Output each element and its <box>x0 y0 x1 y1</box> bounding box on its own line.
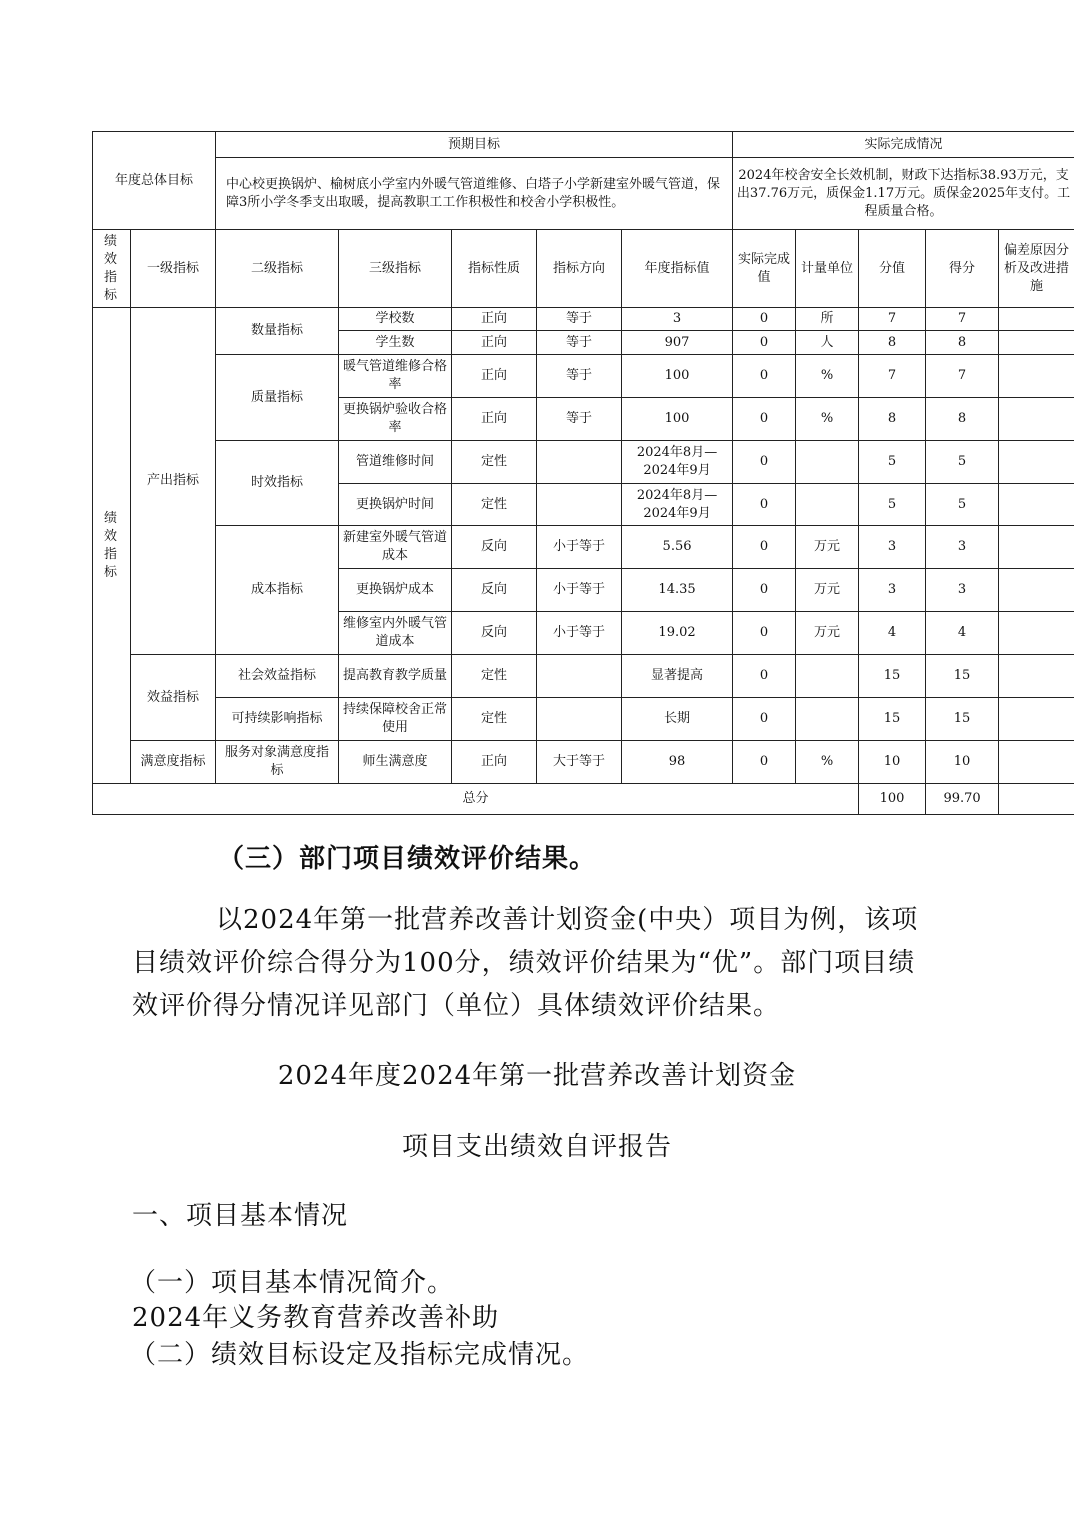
unit-cell <box>796 655 859 698</box>
col-level2: 二级指标 <box>216 230 339 308</box>
got-cell: 3 <box>926 569 999 612</box>
level2-timeliness: 时效指标 <box>216 441 339 526</box>
actual-cell: 0 <box>733 655 796 698</box>
got-cell: 5 <box>926 484 999 526</box>
report-title-line2: 项目支出绩效自评报告 <box>401 1132 672 1162</box>
level3-cell: 暖气管道维修合格率 <box>339 355 452 398</box>
score-cell: 10 <box>859 741 926 784</box>
level2-quantity: 数量指标 <box>216 308 339 355</box>
subheading-goals: （二）绩效目标设定及指标完成情况。 <box>130 1340 590 1370</box>
score-cell: 15 <box>859 698 926 741</box>
score-cell: 8 <box>859 331 926 355</box>
nature-cell: 反向 <box>452 569 537 612</box>
table-row <box>93 655 1074 698</box>
level3-cell: 管道维修时间 <box>339 441 452 484</box>
direction-cell <box>537 441 622 484</box>
level3-cell: 维修室内外暖气管道成本 <box>339 612 452 655</box>
report-title-line1: 2024年度2024年第一批营养改善计划资金 <box>277 1061 797 1091</box>
got-cell: 15 <box>926 698 999 741</box>
nature-cell: 正向 <box>452 331 537 355</box>
total-row <box>93 784 1074 815</box>
col-score: 分值 <box>859 230 926 308</box>
expected-goal-text: 中心校更换锅炉、榆树底小学室内外暖气管道维修、白塔子小学新建室外暖气管道，保障3所小学冬季支出取暖，提高教职工工作积极性和校舍小学积极性。 <box>216 158 733 230</box>
got-cell: 8 <box>926 331 999 355</box>
col-got: 得分 <box>926 230 999 308</box>
target-cell: 100 <box>622 398 733 441</box>
score-cell: 8 <box>859 398 926 441</box>
direction-cell: 大于等于 <box>537 741 622 784</box>
got-cell: 10 <box>926 741 999 784</box>
direction-cell: 小于等于 <box>537 569 622 612</box>
level3-cell: 学校数 <box>339 308 452 331</box>
deviation-cell <box>999 308 1074 331</box>
level2-service: 服务对象满意度指标 <box>216 741 339 784</box>
unit-cell: 万元 <box>796 526 859 569</box>
deviation-cell <box>999 441 1074 484</box>
unit-cell: % <box>796 398 859 441</box>
deviation-cell <box>999 355 1074 398</box>
target-cell: 907 <box>622 331 733 355</box>
target-cell: 14.35 <box>622 569 733 612</box>
actual-cell: 0 <box>733 331 796 355</box>
got-cell: 4 <box>926 612 999 655</box>
total-score: 100 <box>859 784 926 815</box>
got-cell: 7 <box>926 355 999 398</box>
deviation-cell <box>999 331 1074 355</box>
section-heading: （三）部门项目绩效评价结果。 <box>218 844 597 874</box>
level3-cell: 更换锅炉验收合格率 <box>339 398 452 441</box>
table-row <box>93 526 1074 569</box>
level2-social: 社会效益指标 <box>216 655 339 698</box>
col-unit: 计量单位 <box>796 230 859 308</box>
actual-cell: 0 <box>733 741 796 784</box>
score-cell: 3 <box>859 526 926 569</box>
direction-cell <box>537 484 622 526</box>
subheading-intro: （一）项目基本情况简介。 <box>130 1268 455 1298</box>
target-cell: 2024年8月—2024年9月 <box>622 441 733 484</box>
deviation-cell <box>999 655 1074 698</box>
direction-cell: 等于 <box>537 331 622 355</box>
unit-cell <box>796 698 859 741</box>
target-cell: 显著提高 <box>622 655 733 698</box>
level3-cell: 持续保障校舍正常使用 <box>339 698 452 741</box>
target-cell: 3 <box>622 308 733 331</box>
nature-cell: 定性 <box>452 484 537 526</box>
nature-cell: 定性 <box>452 655 537 698</box>
direction-cell: 等于 <box>537 308 622 331</box>
nature-cell: 定性 <box>452 441 537 484</box>
actual-cell: 0 <box>733 441 796 484</box>
actual-cell: 0 <box>733 569 796 612</box>
table-row <box>93 741 1074 784</box>
group-label: 绩效指标 <box>93 308 131 784</box>
actual-cell: 0 <box>733 612 796 655</box>
unit-cell <box>796 484 859 526</box>
score-cell: 5 <box>859 484 926 526</box>
annual-goal-label: 年度总体目标 <box>93 132 216 230</box>
col-level3: 三级指标 <box>339 230 452 308</box>
score-cell: 3 <box>859 569 926 612</box>
level3-cell: 更换锅炉时间 <box>339 484 452 526</box>
nature-cell: 反向 <box>452 612 537 655</box>
total-got: 99.70 <box>926 784 999 815</box>
nature-cell: 正向 <box>452 398 537 441</box>
level3-cell: 师生满意度 <box>339 741 452 784</box>
deviation-cell <box>999 612 1074 655</box>
actual-cell: 0 <box>733 308 796 331</box>
table-row <box>93 698 1074 741</box>
level1-benefit: 效益指标 <box>131 655 216 741</box>
actual-completion-header: 实际完成情况 <box>733 132 1074 158</box>
score-cell: 5 <box>859 441 926 484</box>
direction-cell <box>537 698 622 741</box>
col-target: 年度指标值 <box>622 230 733 308</box>
target-cell: 长期 <box>622 698 733 741</box>
result-paragraph: 以2024年第一批营养改善计划资金(中央）项目为例，该项目绩效评价综合得分为100分，绩效评价结果为“优”。部门项目绩效评价得分情况详见部门（单位）具体绩效评价结果。 <box>132 905 919 1021</box>
total-label: 总分 <box>93 784 859 815</box>
level3-cell: 更换锅炉成本 <box>339 569 452 612</box>
level2-quality: 质量指标 <box>216 355 339 441</box>
target-cell: 2024年8月—2024年9月 <box>622 484 733 526</box>
direction-cell: 等于 <box>537 398 622 441</box>
got-cell: 8 <box>926 398 999 441</box>
heading-basic-info: 一、项目基本情况 <box>132 1201 349 1231</box>
deviation-cell <box>999 698 1074 741</box>
nature-cell: 正向 <box>452 308 537 331</box>
actual-cell: 0 <box>733 398 796 441</box>
unit-cell: % <box>796 355 859 398</box>
unit-cell: 人 <box>796 331 859 355</box>
actual-cell: 0 <box>733 355 796 398</box>
total-deviation <box>999 784 1074 815</box>
col-level1: 一级指标 <box>131 230 216 308</box>
direction-cell: 等于 <box>537 355 622 398</box>
score-cell: 7 <box>859 355 926 398</box>
unit-cell <box>796 441 859 484</box>
target-cell: 98 <box>622 741 733 784</box>
col-direction: 指标方向 <box>537 230 622 308</box>
intro-body: 2024年义务教育营养改善补助 <box>132 1303 500 1333</box>
nature-cell: 反向 <box>452 526 537 569</box>
direction-cell <box>537 655 622 698</box>
direction-cell: 小于等于 <box>537 526 622 569</box>
unit-cell: % <box>796 741 859 784</box>
deviation-cell <box>999 741 1074 784</box>
got-cell: 15 <box>926 655 999 698</box>
level3-cell: 提高教育教学质量 <box>339 655 452 698</box>
unit-cell: 万元 <box>796 612 859 655</box>
target-cell: 100 <box>622 355 733 398</box>
col-indicator: 绩效指标 <box>93 230 131 308</box>
level2-sustain: 可持续影响指标 <box>216 698 339 741</box>
target-cell: 5.56 <box>622 526 733 569</box>
score-cell: 15 <box>859 655 926 698</box>
score-cell: 7 <box>859 308 926 331</box>
level2-cost: 成本指标 <box>216 526 339 655</box>
level1-output: 产出指标 <box>131 308 216 655</box>
table-row <box>93 355 1074 398</box>
got-cell: 7 <box>926 308 999 331</box>
nature-cell: 定性 <box>452 698 537 741</box>
score-cell: 4 <box>859 612 926 655</box>
expected-goal-header: 预期目标 <box>216 132 733 158</box>
deviation-cell <box>999 484 1074 526</box>
actual-cell: 0 <box>733 698 796 741</box>
unit-cell: 万元 <box>796 569 859 612</box>
deviation-cell <box>999 569 1074 612</box>
nature-cell: 正向 <box>452 741 537 784</box>
deviation-cell <box>999 526 1074 569</box>
level3-cell: 学生数 <box>339 331 452 355</box>
col-nature: 指标性质 <box>452 230 537 308</box>
actual-cell: 0 <box>733 526 796 569</box>
actual-cell: 0 <box>733 484 796 526</box>
level1-satisfaction: 满意度指标 <box>131 741 216 784</box>
col-deviation: 偏差原因分析及改进措施 <box>999 230 1074 308</box>
performance-table <box>92 131 1074 815</box>
table-row <box>93 308 1074 331</box>
nature-cell: 正向 <box>452 355 537 398</box>
got-cell: 5 <box>926 441 999 484</box>
direction-cell: 小于等于 <box>537 612 622 655</box>
col-actual: 实际完成值 <box>733 230 796 308</box>
deviation-cell <box>999 398 1074 441</box>
target-cell: 19.02 <box>622 612 733 655</box>
got-cell: 3 <box>926 526 999 569</box>
actual-completion-text: 2024年校舍安全长效机制，财政下达指标38.93万元，支出37.76万元，质保金1.17万元。质保金2025年支付。工程质量合格。 <box>733 158 1074 230</box>
table-row <box>93 441 1074 484</box>
level3-cell: 新建室外暖气管道成本 <box>339 526 452 569</box>
unit-cell: 所 <box>796 308 859 331</box>
